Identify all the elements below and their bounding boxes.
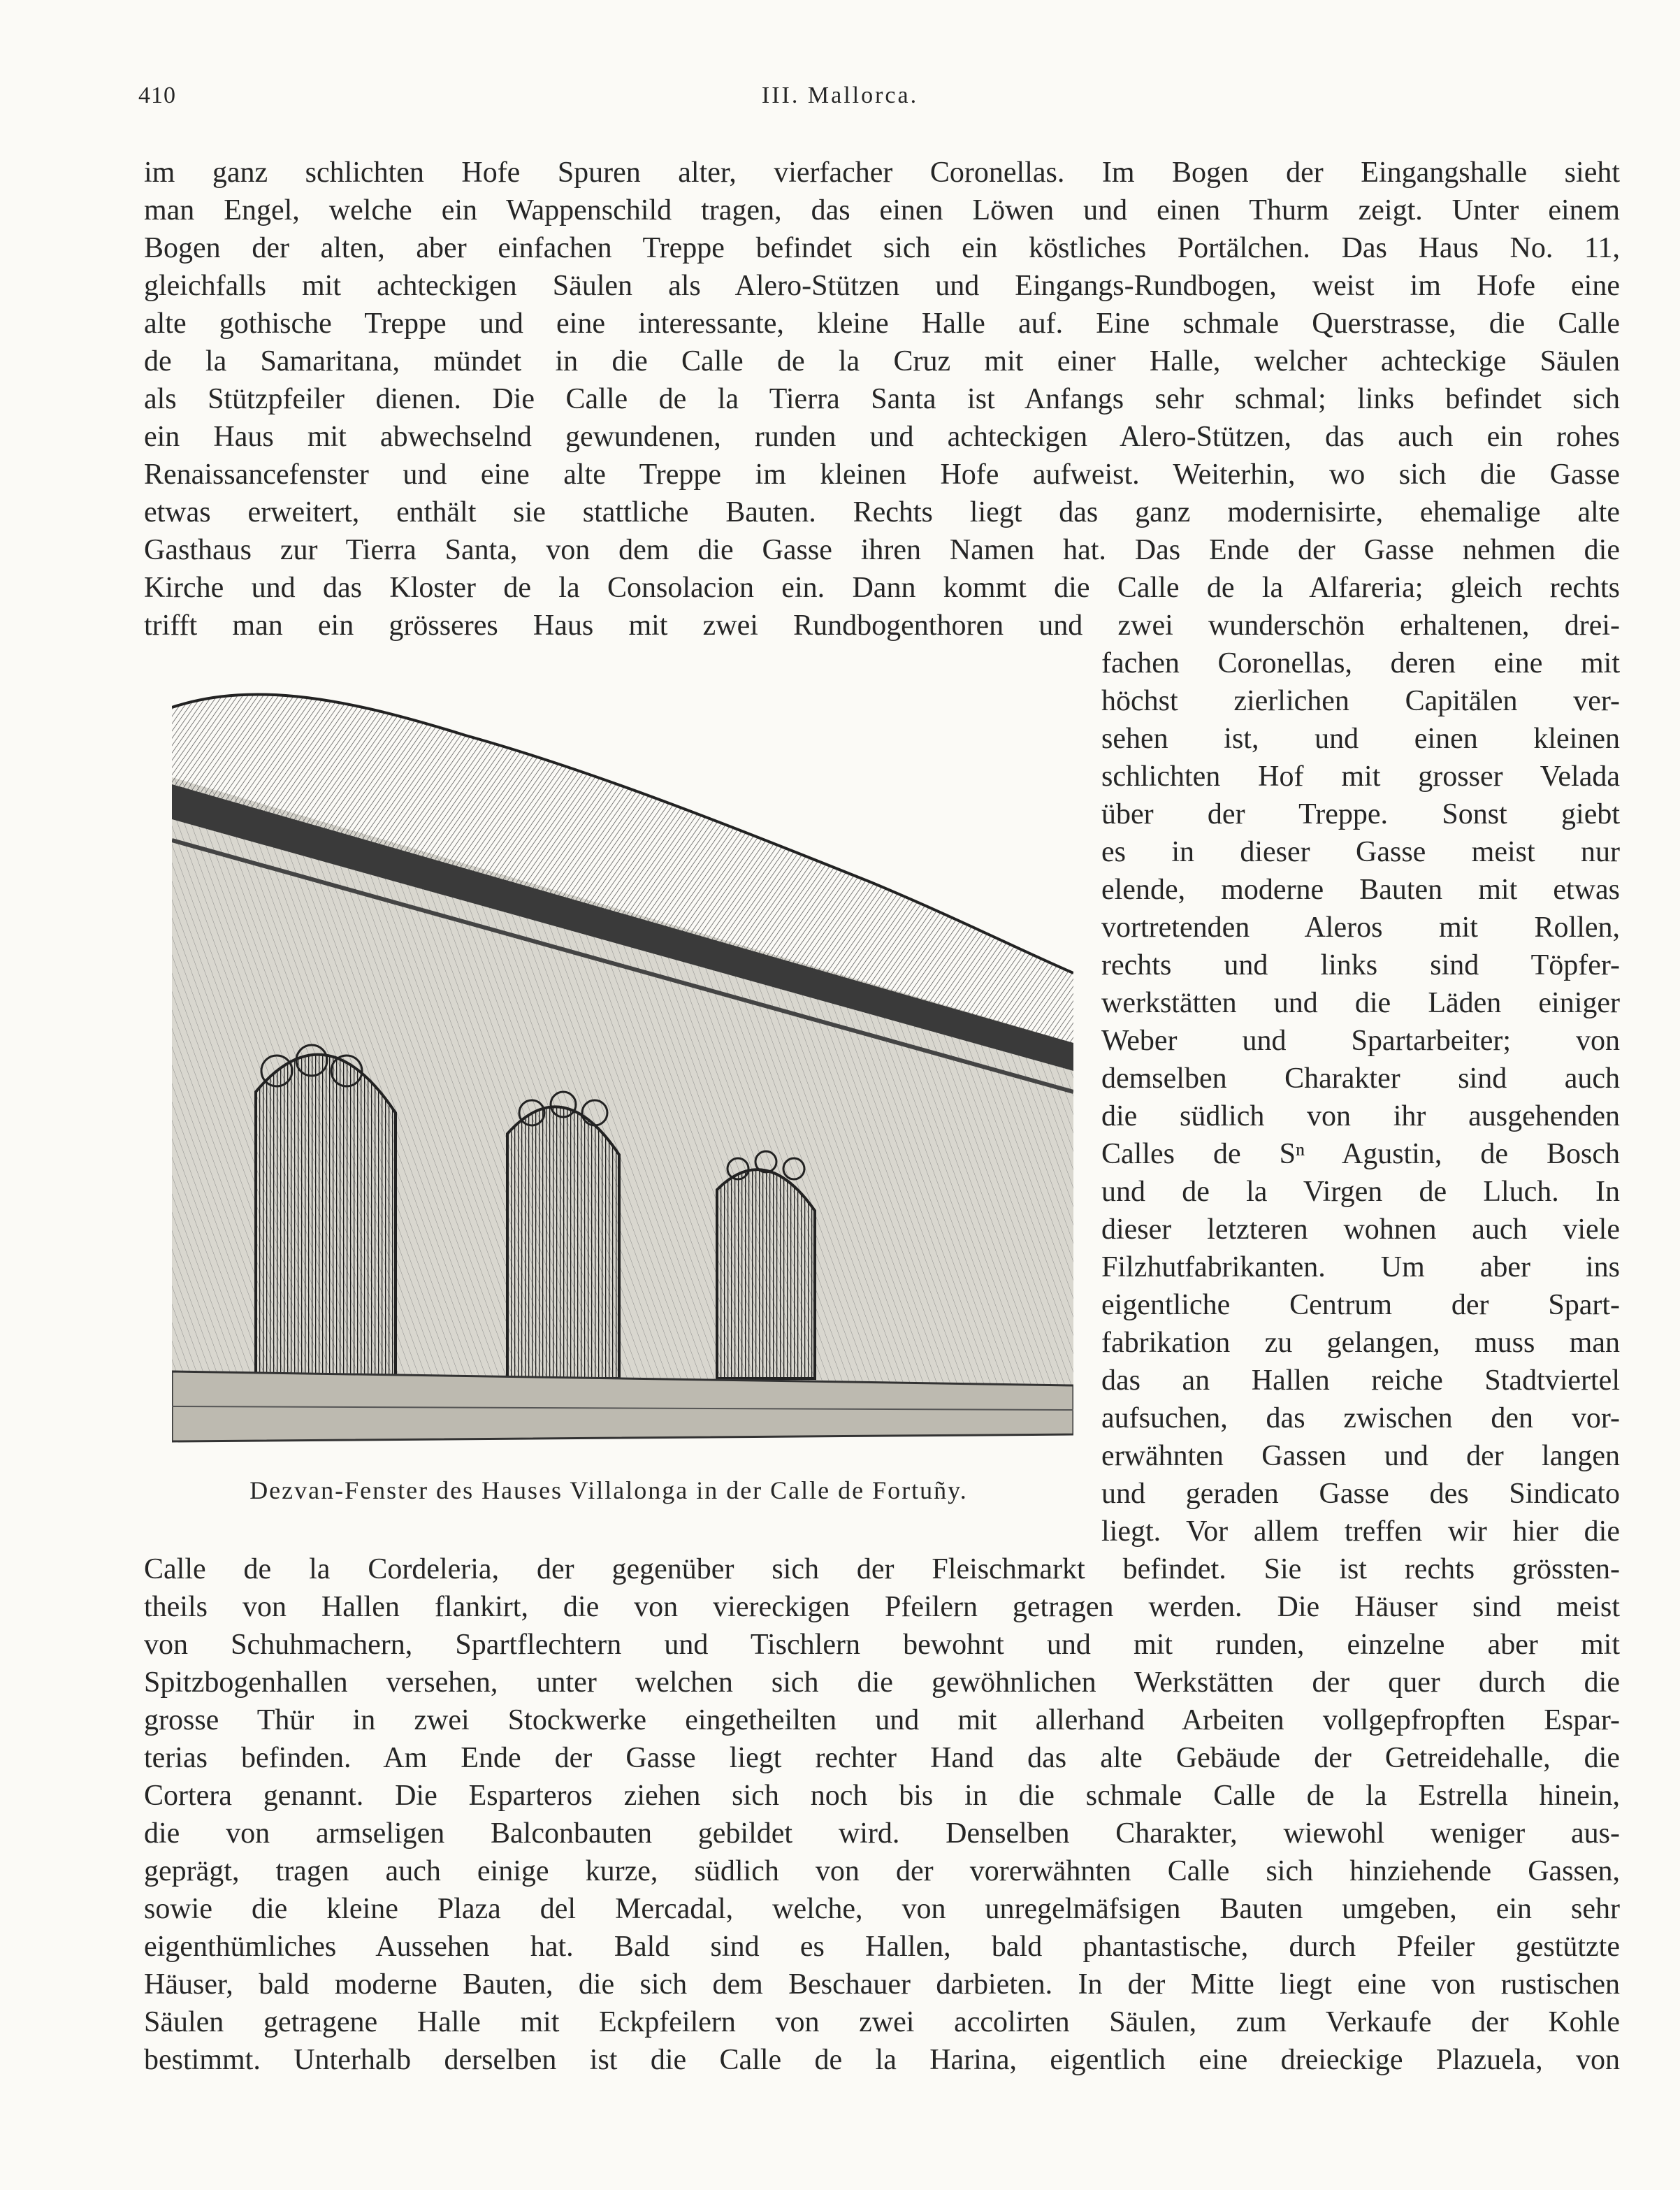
page-header [0, 82, 1680, 124]
text-line: theils von Hallen flankirt, die von viereckigen Pfeilern getragen werden. Die Häuser sind meist [144, 1591, 1620, 1623]
text-line: bestimmt. Unterhalb derselben ist die Calle de la Harina, eigentlich eine dreieckige Plazuela, von [144, 2044, 1620, 2076]
text-line: und geraden Gasse des Sindicato [1101, 1478, 1620, 1510]
text-line: Calles de Sⁿ Agustin, de Bosch [1101, 1138, 1620, 1170]
text-line: Spitzbogenhallen versehen, unter welchen sich die gewöhnlichen Werkstätten der quer durch die [144, 1666, 1620, 1699]
text-line: die südlich von ihr ausgehenden [1101, 1100, 1620, 1132]
text-line: schlichten Hof mit grosser Velada [1101, 761, 1620, 793]
text-line: Weber und Spartarbeiter; von [1101, 1025, 1620, 1057]
text-line: werkstätten und die Läden einiger [1101, 987, 1620, 1019]
text-line: dieser letzteren wohnen auch viele [1101, 1213, 1620, 1246]
text-line: Häuser, bald moderne Bauten, die sich dem Beschauer darbieten. In der Mitte liegt eine von rustischen [144, 1968, 1620, 2001]
text-line: eigenthümliches Aussehen hat. Bald sind es Hallen, bald phantastische, durch Pfeiler gestützte [144, 1931, 1620, 1963]
text-line: man Engel, welche ein Wappenschild tragen, das einen Löwen und einen Thurm zeigt. Unter einem [144, 194, 1620, 226]
figure-caption: Dezvan-Fenster des Hauses Villalonga in der Calle de Fortuñy. [249, 1476, 968, 1504]
text-line: von Schuhmachern, Spartflechtern und Tischlern bewohnt und mit runden, einzelne aber mit [144, 1629, 1620, 1661]
text-line: elende, moderne Bauten mit etwas [1101, 874, 1620, 906]
text-line: grosse Thür in zwei Stockwerke eingetheilten und mit allerhand Arbeiten vollgepfropften Espar- [144, 1704, 1620, 1736]
running-title: III. Mallorca. [761, 82, 919, 108]
text-line: und de la Virgen de Lluch. In [1101, 1176, 1620, 1208]
text-line: fachen Coronellas, deren eine mit [1101, 647, 1620, 679]
text-line: erwähnten Gassen und der langen [1101, 1440, 1620, 1472]
text-line: Kirche und das Kloster de la Consolacion ein. Dann kommt die Calle de la Alfareria; gleich rechts [144, 572, 1620, 604]
text-line: ein Haus mit abwechselnd gewundenen, runden und achteckigen Alero-Stützen, das auch ein rohes [144, 421, 1620, 453]
text-line: trifft man ein grösseres Haus mit zwei Rundbogenthoren und zwei wunderschön erhaltenen, drei- [144, 610, 1620, 642]
text-line: sowie die kleine Plaza del Mercadal, welche, von unregelmäfsigen Bauten umgeben, ein sehr [144, 1893, 1620, 1925]
text-line: Gasthaus zur Tierra Santa, von dem die Gasse ihren Namen hat. Das Ende der Gasse nehmen die [144, 534, 1620, 566]
text-line: demselben Charakter sind auch [1101, 1062, 1620, 1095]
text-line: Filzhutfabrikanten. Um aber ins [1101, 1251, 1620, 1283]
text-line: Säulen getragene Halle mit Eckpfeilern von zwei accolirten Säulen, zum Verkaufe der Kohle [144, 2006, 1620, 2038]
window-illustration [172, 679, 1073, 1464]
text-line: das an Hallen reiche Stadtviertel [1101, 1364, 1620, 1397]
text-line: terias befinden. Am Ende der Gasse liegt rechter Hand das alte Gebäude der Getreidehalle, die [144, 1742, 1620, 1774]
text-line: im ganz schlichten Hofe Spuren alter, vierfacher Coronellas. Im Bogen der Eingangshalle sieht [144, 157, 1620, 189]
text-line: geprägt, tragen auch einige kurze, südlich von der vorerwähnten Calle sich hinziehende Gassen, [144, 1855, 1620, 1887]
text-line: alte gothische Treppe und eine interessante, kleine Halle auf. Eine schmale Querstrasse, die Calle [144, 308, 1620, 340]
text-line: eigentliche Centrum der Spart- [1101, 1289, 1620, 1321]
text-line: gleichfalls mit achteckigen Säulen als Alero-Stützen und Eingangs-Rundbogen, weist im Hofe eine [144, 270, 1620, 302]
text-line: liegt. Vor allem treffen wir hier die [1101, 1515, 1620, 1548]
text-line: sehen ist, und einen kleinen [1101, 723, 1620, 755]
text-line: Calle de la Cordeleria, der gegenüber sich der Fleischmarkt befindet. Sie ist rechts grössten- [144, 1553, 1620, 1585]
text-line: Cortera genannt. Die Esparteros ziehen sich noch bis in die schmale Calle de la Estrella hinein, [144, 1780, 1620, 1812]
text-line: über der Treppe. Sonst giebt [1101, 798, 1620, 830]
text-line: als Stützpfeiler dienen. Die Calle de la Tierra Santa ist Anfangs sehr schmal; links befindet sich [144, 383, 1620, 415]
text-line: rechts und links sind Töpfer- [1101, 949, 1620, 981]
text-line: höchst zierlichen Capitälen ver- [1101, 685, 1620, 717]
text-line: aufsuchen, das zwischen den vor- [1101, 1402, 1620, 1434]
text-line: Renaissancefenster und eine alte Treppe im kleinen Hofe aufweist. Weiterhin, wo sich die Gasse [144, 459, 1620, 491]
text-line: vortretenden Aleros mit Rollen, [1101, 912, 1620, 944]
text-line: die von armseligen Balconbauten gebildet wird. Denselben Charakter, wiewohl weniger aus- [144, 1817, 1620, 1850]
text-line: etwas erweitert, enthält sie stattliche Bauten. Rechts liegt das ganz modernisirte, ehemalige alte [144, 496, 1620, 528]
text-line: Bogen der alten, aber einfachen Treppe befindet sich ein köstliches Portälchen. Das Haus No. 11, [144, 232, 1620, 264]
text-line: de la Samaritana, mündet in die Calle de la Cruz mit einer Halle, welcher achteckige Säulen [144, 345, 1620, 377]
page-number: 410 [138, 82, 176, 108]
text-line: fabrikation zu gelangen, muss man [1101, 1327, 1620, 1359]
text-line: es in dieser Gasse meist nur [1101, 836, 1620, 868]
